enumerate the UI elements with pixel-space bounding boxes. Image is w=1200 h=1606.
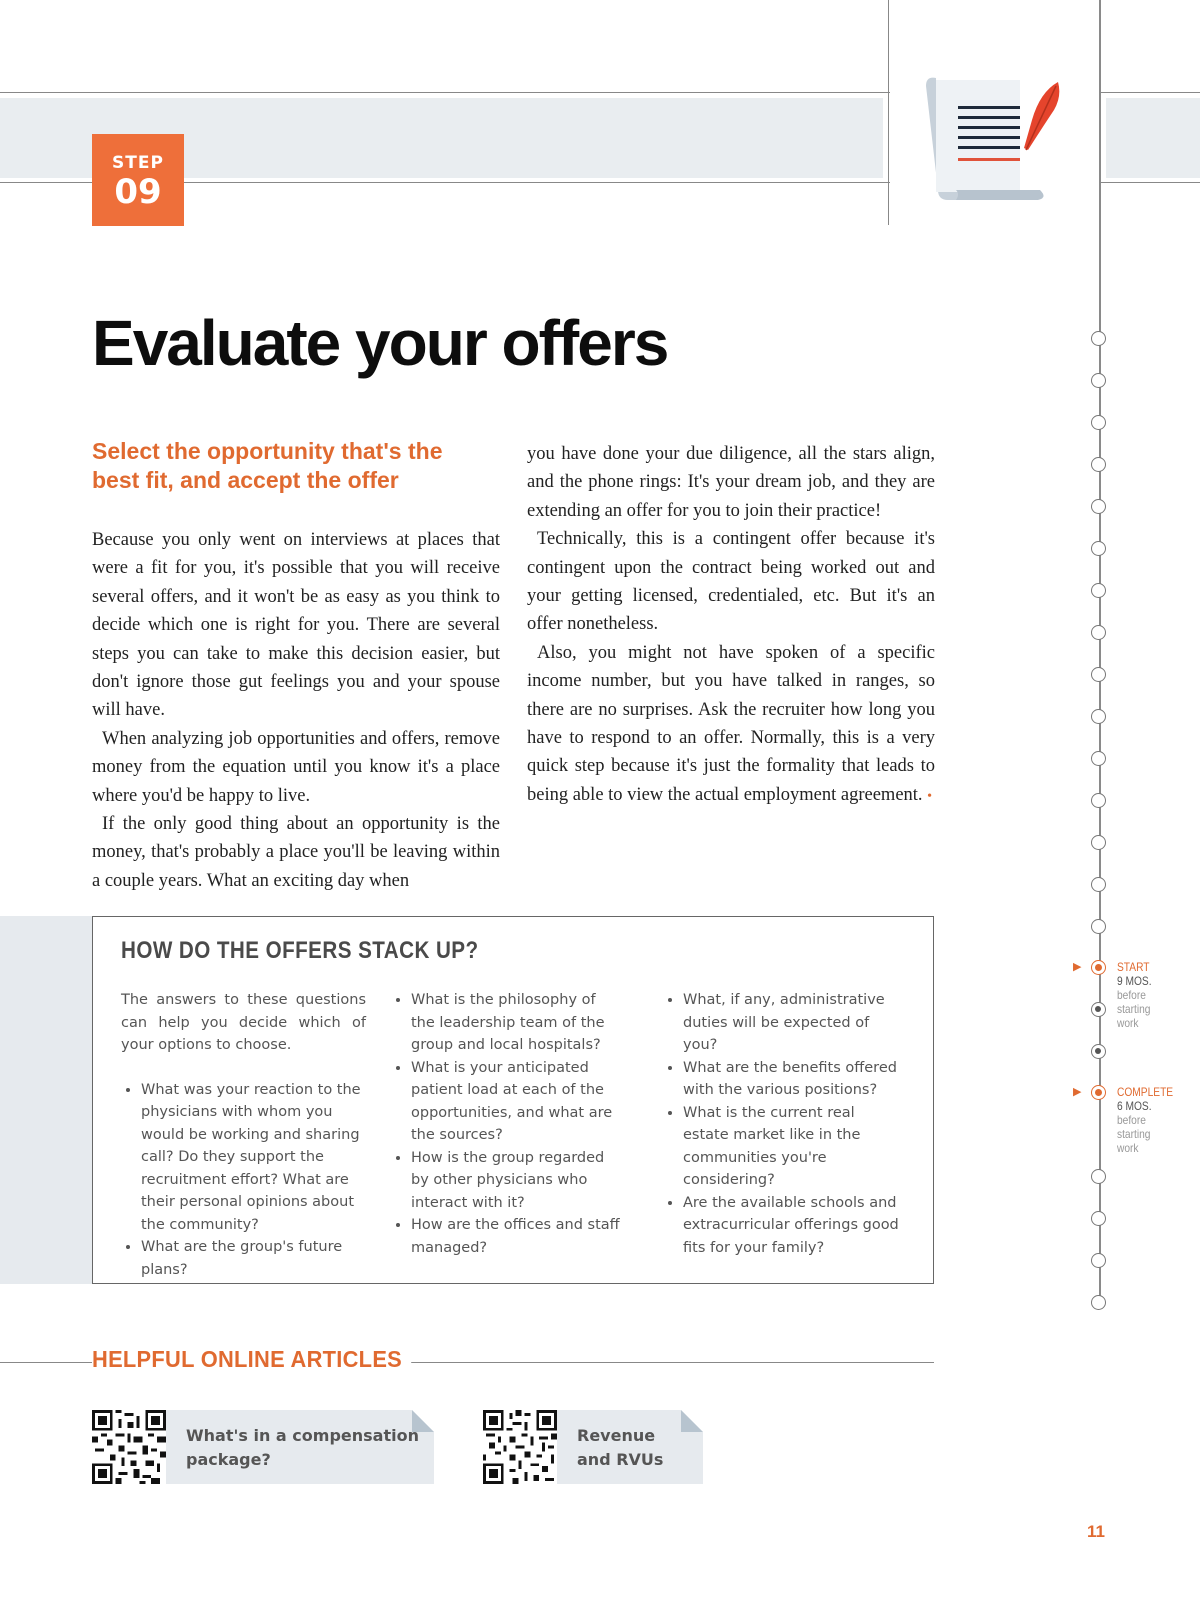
- article-card-compensation[interactable]: [92, 1410, 442, 1484]
- question-list: [121, 1079, 366, 1282]
- timeline-dot: [1091, 919, 1106, 934]
- body-paragraph: If the only good thing about an opportunity is the money, that's probably a place you'll be leaving within a couple years. What an exciting day when: [92, 814, 500, 891]
- question-list: [391, 989, 621, 1259]
- timeline-dot: [1091, 541, 1106, 556]
- sidebar-column-2: [391, 989, 621, 1259]
- timeline-dot: [1091, 499, 1106, 514]
- timeline-dot-active: [1091, 1002, 1106, 1017]
- article-title-line: What's in a compensation: [186, 1426, 419, 1445]
- body-paragraph: Technically, this is a contingent offer because it's contingent upon the contract being worked out and your getting licensed, credentialed, etc. But it's an offer nonetheless.: [527, 529, 935, 635]
- header-rule-top: [0, 92, 890, 93]
- page-fold-shade: [412, 1410, 434, 1432]
- timeline-dot-complete: [1091, 1085, 1106, 1100]
- qr-code-icon: [483, 1410, 557, 1484]
- article-title-line: package?: [186, 1450, 271, 1469]
- article-tab: [166, 1410, 434, 1484]
- timeline-dot: [1091, 1253, 1106, 1268]
- list-item: • What is your anticipated patient load at each of the opportunities, and what are the sources?: [411, 1057, 621, 1147]
- start-note: work: [1117, 1016, 1139, 1030]
- question-list: [663, 989, 903, 1259]
- timeline-dot: [1091, 625, 1106, 640]
- article-title-line: Revenue: [577, 1426, 656, 1445]
- page-title: Evaluate your offers: [92, 307, 668, 379]
- scroll-quill-icon: [920, 72, 1070, 212]
- timeline-dot: [1091, 415, 1106, 430]
- timeline-dot: [1091, 583, 1106, 598]
- complete-note: before: [1117, 1113, 1146, 1127]
- step-badge: [92, 134, 184, 226]
- article-title-line: and RVUs: [577, 1450, 664, 1469]
- sidebar-column-1: [121, 989, 366, 1281]
- sidebar-intro: The answers to these questions can help you decide which of your options to choose.: [121, 992, 366, 1053]
- qr-code-icon: [92, 1410, 166, 1484]
- articles-heading: HELPFUL ONLINE ARTICLES: [92, 1346, 412, 1373]
- complete-marker-icon: ▶: [1073, 1086, 1082, 1098]
- sidebar-title: HOW DO THE OFFERS STACK UP?: [121, 937, 479, 964]
- timeline-dot: [1091, 1295, 1106, 1310]
- subheading: Select the opportunity that's the best fit, and accept the offer: [92, 438, 443, 493]
- body-paragraph: you have done your due diligence, all the stars align, and the phone rings: It's your dream job, and they are extending an offer for you to join their practice!: [527, 444, 935, 521]
- header-rule-top-right: [1100, 92, 1200, 93]
- start-note: starting: [1117, 1002, 1151, 1016]
- list-item: • What is the philosophy of the leadership team of the group and local hospitals?: [411, 989, 621, 1057]
- header-band-right: [1106, 98, 1200, 178]
- article-card-revenue[interactable]: [483, 1410, 703, 1484]
- body-paragraph: Because you only went on interviews at places that were a fit for you, it's possible that you will receive several offers, and it won't be as easy as you think to decide which one is right for you. There are several steps you can take to make this decision easier, but don't ignore those gut feelings you and your spouse will have.: [92, 530, 500, 721]
- start-marker-icon: ▶: [1073, 961, 1082, 973]
- article-title: [186, 1424, 419, 1472]
- list-item: • Are the available schools and extracurricular offerings good fits for your family?: [683, 1192, 903, 1260]
- timeline-start-label: [1117, 960, 1152, 1030]
- list-item: • What is the current real estate market like in the communities you're considering?: [683, 1102, 903, 1192]
- list-item: • What are the group's future plans?: [141, 1236, 366, 1281]
- complete-note: starting: [1117, 1127, 1151, 1141]
- list-item: • What are the benefits offered with the various positions?: [683, 1057, 903, 1102]
- list-item: • How is the group regarded by other physicians who interact with it?: [411, 1147, 621, 1215]
- timeline-dot: [1091, 877, 1106, 892]
- timeline-dot: [1091, 793, 1106, 808]
- timeline-dot: [1091, 709, 1106, 724]
- body-paragraph: When analyzing job opportunities and offers, remove money from the equation until you know it's a place where you'd be happy to live.: [92, 728, 500, 806]
- end-mark: •: [927, 788, 933, 804]
- header-divider: [888, 0, 889, 225]
- offers-sidebar: [92, 916, 934, 1284]
- page-number: 11: [1087, 1522, 1105, 1541]
- timeline-dot-start: [1091, 960, 1106, 975]
- timeline-complete-label: [1117, 1085, 1173, 1155]
- step-number: 09: [114, 172, 162, 212]
- list-item: • What, if any, administrative duties will be expected of you?: [683, 989, 903, 1057]
- timeline-dot: [1091, 751, 1106, 766]
- timeline-dot: [1091, 835, 1106, 850]
- sidebar-accent-band: [0, 916, 92, 1284]
- timeline-dot: [1091, 331, 1106, 346]
- timeline-dot: [1091, 373, 1106, 388]
- timeline-dot: [1091, 1211, 1106, 1226]
- start-label: START: [1117, 960, 1150, 974]
- timeline-dot: [1091, 1169, 1106, 1184]
- timeline-line: [1099, 0, 1101, 1302]
- complete-label: COMPLETE: [1117, 1085, 1174, 1099]
- body-paragraph-text: Also, you might not have spoken of a specific income number, but you have talked in ranges, so there are no surprises. Ask the recruiter how long you have to respond to an offer. Normally, this is a very quick step because it's just the formality that leads to being able to view the actual employment agreement.: [527, 642, 935, 805]
- body-column-2: [527, 440, 935, 811]
- start-note: before: [1117, 988, 1146, 1002]
- timeline-dot: [1091, 457, 1106, 472]
- page-fold-shade: [681, 1410, 703, 1432]
- sidebar-column-3: [663, 989, 903, 1259]
- step-label: STEP: [112, 153, 164, 173]
- complete-months: 6 MOS.: [1117, 1099, 1152, 1113]
- timeline-dot: [1091, 667, 1106, 682]
- list-item: • How are the offices and staff managed?: [411, 1214, 621, 1259]
- complete-note: work: [1117, 1141, 1139, 1155]
- start-months: 9 MOS.: [1117, 974, 1152, 988]
- header-rule-bottom-right: [1100, 182, 1200, 183]
- timeline-dot-active: [1091, 1044, 1106, 1059]
- body-paragraph-last: [527, 639, 935, 811]
- article-title: [577, 1424, 663, 1472]
- article-tab: [557, 1410, 703, 1484]
- body-column-1: [92, 526, 500, 895]
- list-item: • What was your reaction to the physicians with whom you would be working and sharing call? Do they support the recruitment effort? What are their personal opinions about the community?: [141, 1079, 366, 1237]
